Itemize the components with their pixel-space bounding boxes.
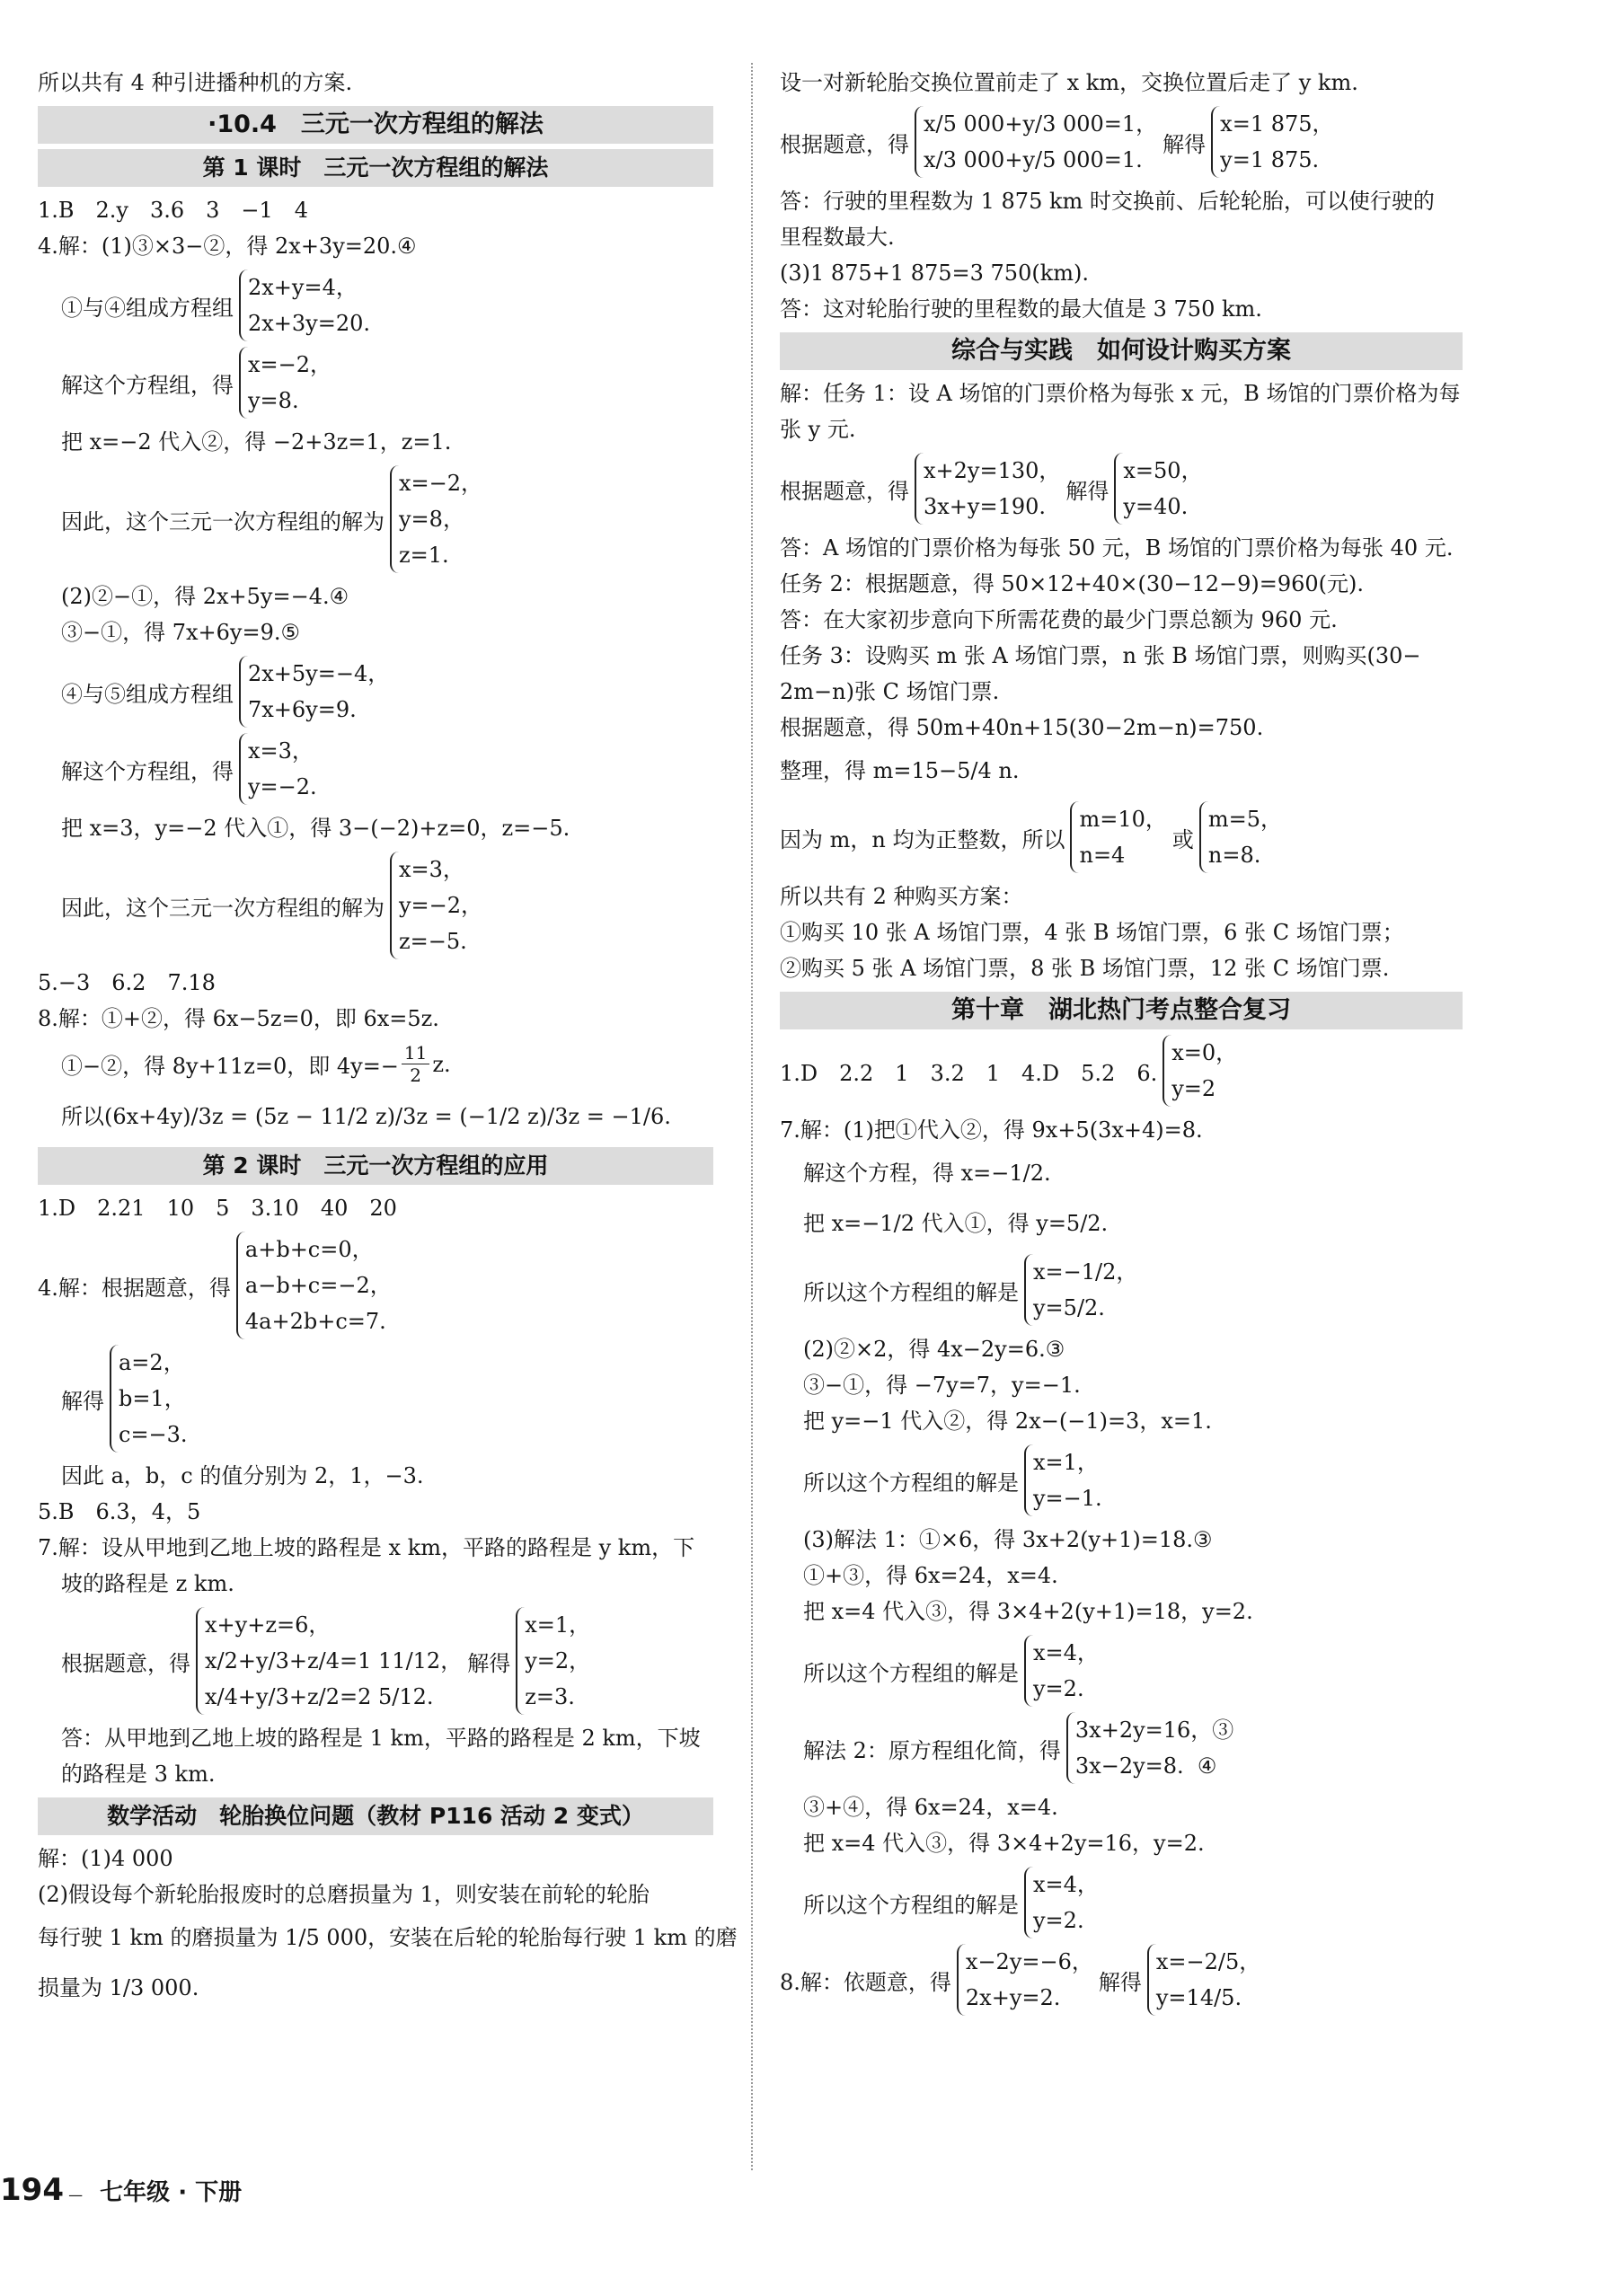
text-line: ③−①，得 −7y=7，y=−1.	[803, 1373, 1081, 1398]
text-line: 把 x=−1/2 代入①，得 y=5/2.	[803, 1211, 1109, 1236]
text: 根据题意，得	[780, 131, 909, 157]
eq: y=−2.	[248, 774, 317, 799]
text-line: ①购买 10 张 A 场馆门票，4 张 B 场馆门票，6 张 C 场馆门票；	[780, 920, 1404, 945]
text-line: 任务 3：设购买 m 张 A 场馆门票，n 张 B 场馆门票，则购买(30−	[780, 643, 1421, 668]
text-line: 任务 2：根据题意，得 50×12+40×(30−12−9)=960(元).	[780, 571, 1365, 596]
answer-line: 5.−3 6.2 7.18	[38, 970, 216, 995]
text-line: ②购买 5 张 A 场馆门票，8 张 B 场馆门票，12 张 C 场馆门票.	[780, 956, 1390, 981]
eq: y=40.	[1123, 494, 1189, 519]
text: 因此，这个三元一次方程组的解为	[61, 508, 385, 534]
equation-system	[780, 106, 1463, 178]
eq: 2x+3y=20.	[248, 311, 371, 336]
eq: x=3，	[248, 738, 314, 764]
text-line: 答：从甲地到乙地上坡的路程是 1 km，平路的路程是 2 km，下坡	[61, 1726, 701, 1751]
brace-group	[915, 106, 1157, 178]
eq: z=−5.	[399, 929, 467, 954]
answer-line	[780, 1035, 1463, 1107]
eq: x/3 000+y/5 000=1.	[924, 147, 1143, 172]
lesson-header: 第 2 课时 三元一次方程组的应用	[38, 1147, 713, 1185]
text: 根据题意，得	[780, 478, 909, 504]
text-line: (3)解法 1：①×6，得 3x+2(y+1)=18.③	[803, 1527, 1213, 1552]
eq: a=2，	[119, 1350, 185, 1375]
eq: x=1，	[525, 1612, 591, 1638]
eq: z=1.	[399, 543, 449, 568]
text-line: 所以共有 2 种购买方案：	[780, 884, 1023, 909]
eq: n=4	[1079, 843, 1126, 868]
eq: y=2，	[525, 1648, 591, 1673]
eq: 2x+5y=−4，	[248, 661, 390, 686]
eq: x=1 875，	[1220, 111, 1334, 137]
text: ①与④组成方程组	[61, 295, 234, 321]
text-line: 把 x=4 代入③，得 3×4+2y=16，y=2.	[803, 1831, 1205, 1856]
text: 因此，这个三元一次方程组的解为	[61, 895, 385, 921]
fraction	[402, 1042, 429, 1086]
brace-group	[196, 1607, 462, 1715]
text-line: 设一对新轮胎交换位置前走了 x km，交换位置后走了 y km.	[780, 70, 1358, 95]
equation-system	[38, 269, 713, 341]
column-divider	[751, 63, 753, 2170]
brace-group	[390, 852, 482, 959]
equation-system	[38, 1607, 713, 1715]
section-header: ·10.4 三元一次方程组的解法	[38, 106, 713, 144]
text-line: 解这个方程，得 x=−1/2.	[803, 1161, 1051, 1186]
text-line: ①+③，得 6x=24，x=4.	[803, 1563, 1058, 1588]
answer-line: 4.解：(1)③×3−②，得 2x+3y=20.④	[38, 234, 417, 259]
brace-group	[1024, 1444, 1102, 1516]
practice-header: 综合与实践 如何设计购买方案	[780, 332, 1463, 370]
text: 解得	[467, 1650, 511, 1676]
eq: y=2.	[1033, 1676, 1084, 1701]
text: 8.解：依题意，得	[780, 1969, 951, 1995]
equation-system	[38, 733, 713, 805]
text: 1.D 2.2 1 3.2 1 4.D 5.2 6.	[780, 1060, 1158, 1086]
eq: n=8.	[1207, 843, 1261, 868]
text: 4.解：根据题意，得	[38, 1275, 231, 1301]
brace-group	[239, 347, 332, 419]
eq: m=5，	[1207, 807, 1283, 832]
answer-line: 1.B 2.y 3.6 3 −1 4	[38, 198, 309, 223]
text-line: 所以(6x+4y)/3z = (5z − 11/2 z)/3z = (−1/2 z)/3z = −1/6.	[61, 1104, 671, 1129]
footer-dash: —	[68, 2186, 84, 2203]
text-line: 张 y 元.	[780, 417, 856, 442]
equation-system	[780, 453, 1463, 525]
answer-line: 5.B 6.3，4，5	[38, 1499, 201, 1524]
eq: a+b+c=0，	[244, 1237, 374, 1262]
text-line: 损量为 1/3 000.	[38, 1975, 199, 2000]
equation-system	[780, 1254, 1463, 1326]
text-line: 因此 a，b，c 的值分别为 2，1，−3.	[61, 1463, 424, 1488]
brace-group	[1147, 1944, 1260, 2016]
numerator: 11	[402, 1042, 429, 1064]
text-line: 解：任务 1：设 A 场馆的门票价格为每张 x 元，B 场馆的门票价格为每	[780, 381, 1461, 406]
text: ①−②，得 8y+11z=0，即 4y=−	[61, 1054, 399, 1079]
brace-group	[1070, 801, 1166, 873]
brace-group	[239, 269, 370, 341]
eq: x=0，	[1171, 1040, 1238, 1065]
text-line: (2)②×2，得 4x−2y=6.③	[803, 1337, 1065, 1362]
page-number: 194	[0, 2172, 64, 2208]
eq: c=−3.	[119, 1422, 188, 1447]
lesson-header: 第 1 课时 三元一次方程组的解法	[38, 149, 713, 187]
text-line: 每行驶 1 km 的磨损量为 1/5 000，安装在后轮的轮胎每行驶 1 km 的磨	[38, 1925, 738, 1950]
eq: y=−1.	[1033, 1486, 1102, 1511]
eq: x=4，	[1033, 1872, 1099, 1897]
text-line: (3)1 875+1 875=3 750(km).	[780, 261, 1089, 286]
brace-group	[1163, 1035, 1237, 1107]
eq: 2x+y=4，	[248, 275, 358, 300]
eq: 7x+6y=9.	[248, 697, 357, 722]
eq: x+y+z=6，	[205, 1612, 331, 1638]
eq: x−2y=−6，	[965, 1949, 1093, 1974]
page-footer	[0, 2172, 242, 2208]
equation-system	[38, 1345, 713, 1453]
brace-group	[390, 465, 482, 573]
eq: 3x+2y=16，③	[1074, 1718, 1234, 1743]
equation-system	[38, 852, 713, 959]
text: 解这个方程组，得	[61, 758, 234, 784]
eq: x=−2/5，	[1155, 1949, 1261, 1974]
text: 解得	[1163, 131, 1207, 157]
eq: x=−1/2，	[1033, 1259, 1138, 1285]
brace-group	[239, 733, 317, 805]
answer-line: 1.D 2.21 10 5 3.10 40 20	[38, 1196, 397, 1221]
text: ④与⑤组成方程组	[61, 681, 234, 707]
equation-system	[780, 1867, 1463, 1938]
equation-system	[780, 1712, 1463, 1784]
text-line: 答：这对轮胎行驶的里程数的最大值是 3 750 km.	[780, 296, 1262, 322]
eq: y=8.	[248, 388, 299, 413]
text-line: 答：A 场馆的门票价格为每张 50 元，B 场馆的门票价格为每张 40 元.	[780, 535, 1454, 561]
brace-group	[1114, 453, 1202, 525]
brace-group	[110, 1345, 188, 1453]
text-line: 解：(1)4 000	[38, 1846, 173, 1871]
eq: m=10，	[1079, 807, 1167, 832]
equation-system	[38, 465, 713, 573]
eq: x=50，	[1123, 458, 1203, 483]
brace-group	[1066, 1712, 1233, 1784]
activity-header: 数学活动 轮胎换位问题（教材 P116 活动 2 变式）	[38, 1797, 713, 1835]
text-line: 答：在大家初步意向下所需花费的最少门票总额为 960 元.	[780, 607, 1338, 632]
eq: y=8，	[399, 507, 464, 532]
eq: x=3，	[399, 857, 464, 882]
eq: 2x+y=2.	[965, 1985, 1061, 2010]
eq: x/2+y/3+z/4=1 11/12，	[205, 1648, 463, 1673]
equation-system	[38, 347, 713, 419]
eq: 3x+y=190.	[924, 494, 1047, 519]
brace-group	[1199, 801, 1282, 873]
equation-system	[780, 1635, 1463, 1707]
text-line: 里程数最大.	[780, 225, 895, 250]
equation-system	[780, 1444, 1463, 1516]
brace-group	[1211, 106, 1333, 178]
denominator: 2	[410, 1064, 422, 1086]
eq: x+2y=130，	[924, 458, 1061, 483]
answer-line: 7.解：(1)把①代入②，得 9x+5(3x+4)=8.	[780, 1117, 1203, 1143]
text: z.	[432, 1051, 451, 1077]
text-line: 所以共有 4 种引进播种机的方案.	[38, 70, 353, 95]
text-line: ③+④，得 6x=24，x=4.	[803, 1795, 1058, 1820]
brace-group	[1024, 1254, 1137, 1326]
text-line: 根据题意，得 50m+40n+15(30−2m−n)=750.	[780, 715, 1264, 740]
text: 解得	[61, 1388, 104, 1414]
text-line: (2)假设每个新轮胎报废时的总磨损量为 1，则安装在前轮的轮胎	[38, 1882, 650, 1907]
eq: x=4，	[1033, 1640, 1099, 1665]
text: 因为 m，n 均为正整数，所以	[780, 826, 1065, 852]
eq: y=−2，	[399, 893, 483, 918]
text-line: 把 x=4 代入③，得 3×4+2(y+1)=18，y=2.	[803, 1599, 1253, 1624]
brace-group	[236, 1232, 392, 1339]
eq: y=5/2.	[1033, 1295, 1105, 1320]
brace-group	[239, 656, 389, 728]
eq: x=−2，	[248, 352, 332, 377]
equation-system	[38, 656, 713, 728]
eq: 3x−2y=8. ④	[1074, 1753, 1217, 1779]
text-line: 坡的路程是 z km.	[61, 1571, 234, 1596]
eq: y=14/5.	[1155, 1985, 1242, 2010]
text: 解得	[1098, 1969, 1142, 1995]
eq: 4a+2b+c=7.	[244, 1309, 386, 1334]
text: 所以这个方程组的解是	[803, 1279, 1019, 1305]
brace-group	[915, 453, 1060, 525]
eq: x=1，	[1033, 1450, 1099, 1475]
text-line: 把 x=3，y=−2 代入①，得 3−(−2)+z=0，z=−5.	[61, 816, 570, 841]
text-line: 把 y=−1 代入②，得 2x−(−1)=3，x=1.	[803, 1409, 1212, 1434]
text: 或	[1171, 826, 1194, 852]
equation-system	[780, 801, 1463, 873]
eq: b=1，	[119, 1386, 186, 1411]
text-line: (2)②−①，得 2x+5y=−4.④	[61, 584, 349, 609]
text-line: 整理，得 m=15−5/4 n.	[780, 758, 1020, 783]
equation-line	[38, 1042, 713, 1086]
eq: z=3.	[525, 1684, 575, 1709]
grade-label: 七年级 · 下册	[100, 2179, 243, 2206]
text: 解法 2：原方程组化简，得	[803, 1737, 1061, 1763]
eq: a−b+c=−2，	[244, 1273, 392, 1298]
text-line: 2m−n)张 C 场馆门票.	[780, 679, 1000, 704]
text: 所以这个方程组的解是	[803, 1892, 1019, 1918]
text-line: 答：行驶的里程数为 1 875 km 时交换前、后轮轮胎，可以使行驶的	[780, 189, 1435, 214]
text: 解这个方程组，得	[61, 372, 234, 398]
text: 根据题意，得	[61, 1650, 190, 1676]
answer-line: 8.解：①+②，得 6x−5z=0，即 6x=5z.	[38, 1006, 439, 1031]
eq: y=2.	[1033, 1908, 1084, 1933]
equation-system	[780, 1944, 1463, 2016]
eq: y=2	[1171, 1076, 1216, 1101]
text-line: 把 x=−2 代入②，得 −2+3z=1，z=1.	[61, 429, 452, 455]
left-column	[38, 65, 738, 2013]
text: 解得	[1065, 478, 1110, 504]
text: 所以这个方程组的解是	[803, 1470, 1019, 1496]
brace-group	[1024, 1867, 1099, 1938]
text: 所以这个方程组的解是	[803, 1660, 1019, 1686]
chapter-review-header: 第十章 湖北热门考点整合复习	[780, 992, 1463, 1029]
text-line: 的路程是 3 km.	[61, 1762, 216, 1787]
eq: x/5 000+y/3 000=1，	[924, 111, 1158, 137]
eq: x/4+y/3+z/2=2 5/12.	[205, 1684, 434, 1709]
text-line: ③−①，得 7x+6y=9.⑤	[61, 620, 301, 645]
brace-group	[516, 1607, 590, 1715]
eq: y=1 875.	[1220, 147, 1320, 172]
eq: x=−2，	[399, 471, 483, 496]
brace-group	[1024, 1635, 1099, 1707]
equation-system	[38, 1232, 713, 1339]
brace-group	[957, 1944, 1093, 2016]
answer-line: 7.解：设从甲地到乙地上坡的路程是 x km，平路的路程是 y km，下	[38, 1535, 695, 1560]
right-column	[780, 65, 1463, 2021]
